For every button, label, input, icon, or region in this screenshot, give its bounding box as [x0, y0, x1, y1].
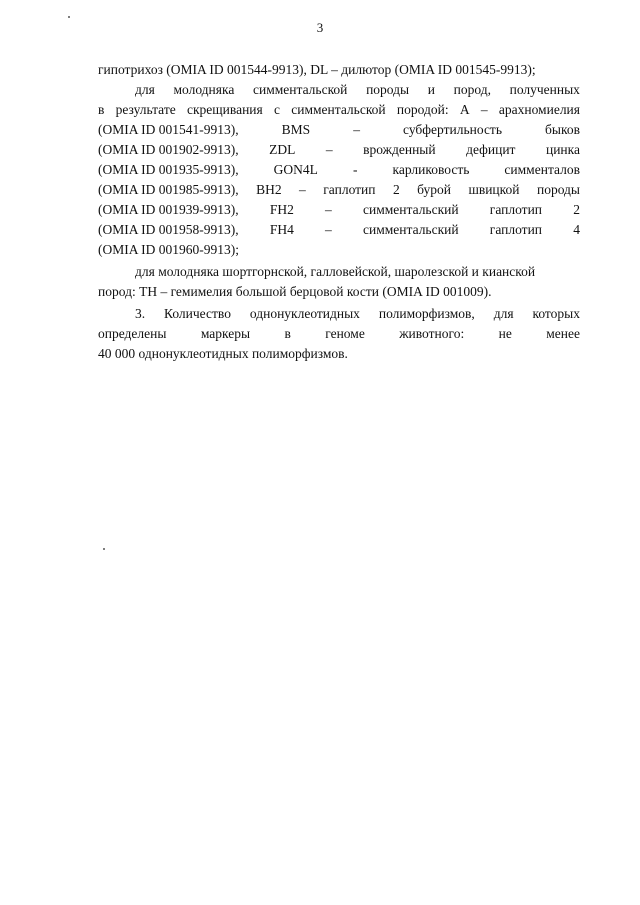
word: симментальский [363, 222, 459, 237]
omia-id: (OMIA ID 001985-9913), [98, 182, 239, 197]
word: BH2 [256, 182, 282, 197]
text-line [98, 304, 580, 324]
word: – [325, 142, 333, 157]
omia-id: (OMIA ID 001541-9913), [98, 122, 239, 137]
omia-id: (OMIA ID 001935-9913), [98, 162, 239, 177]
word: – [299, 182, 306, 197]
word: которых [532, 306, 580, 321]
page-number: 3 [316, 20, 324, 35]
word: и [427, 82, 435, 97]
text-line [98, 100, 580, 120]
word: в [98, 102, 105, 117]
omia-id: (OMIA ID 001939-9913), [98, 202, 239, 217]
word: арахномиелия [498, 102, 580, 117]
word: дефицит [466, 142, 516, 157]
word: швицкой [468, 182, 520, 197]
word: для [493, 306, 514, 321]
item-number: 3. [135, 306, 146, 321]
word: BMS [281, 122, 311, 137]
word: – [480, 102, 488, 117]
word: в [284, 326, 291, 341]
word: однонуклеотидных [249, 306, 360, 321]
word: определены [98, 326, 167, 341]
word: пород, [453, 82, 491, 97]
text-line: (OMIA ID 001960-9913); [98, 242, 239, 257]
scan-speck [103, 548, 105, 550]
word: животного: [399, 326, 465, 341]
text-line [98, 80, 580, 100]
word: врожденный [363, 142, 436, 157]
text-line [98, 220, 580, 240]
word: симментальской [291, 102, 386, 117]
word: – [325, 202, 332, 217]
word: полиморфизмов, [378, 306, 475, 321]
word: А [459, 102, 470, 117]
word: геноме [325, 326, 365, 341]
word: GON4L [273, 162, 318, 177]
word: результате [115, 102, 176, 117]
text-line [98, 324, 580, 344]
word: скрещивания [186, 102, 263, 117]
word: гаплотип [489, 222, 543, 237]
word: субфертильность [403, 122, 502, 137]
text-line: гипотрихоз (OMIA ID 001544-9913), DL – дилютор (OMIA ID 001545-9913); [98, 62, 536, 77]
word: симменталов [504, 162, 580, 177]
word: симментальской [252, 82, 348, 97]
word: 2 [392, 182, 400, 197]
word: цинка [545, 142, 580, 157]
text-line [98, 120, 580, 140]
text-line [98, 200, 580, 220]
word: менее [546, 326, 580, 341]
word: быков [545, 122, 580, 137]
word: гаплотип [489, 202, 543, 217]
word: ZDL [269, 142, 296, 157]
word: породой: [396, 102, 449, 117]
scan-speck [68, 16, 70, 18]
word: бурой [417, 182, 451, 197]
word: - [352, 162, 358, 177]
word: для [135, 82, 155, 97]
text-line: 40 000 однонуклеотидных полиморфизмов. [98, 346, 348, 361]
word: FH2 [269, 202, 294, 217]
word: – [353, 122, 360, 137]
omia-id: (OMIA ID 001902-9913), [98, 142, 239, 157]
word: карликовость [392, 162, 470, 177]
text-line [98, 160, 580, 180]
word: FH4 [269, 222, 294, 237]
word: с [273, 102, 280, 117]
word: полученных [509, 82, 580, 97]
word: маркеры [200, 326, 251, 341]
omia-id: (OMIA ID 001958-9913), [98, 222, 239, 237]
document-body [98, 60, 580, 364]
word: – [325, 222, 332, 237]
word: не [498, 326, 512, 341]
word: породы [536, 182, 580, 197]
word: симментальский [363, 202, 459, 217]
word: Количество [164, 306, 231, 321]
word: 2 [573, 202, 580, 217]
text-line [98, 140, 580, 160]
word: молодняка [173, 82, 235, 97]
word: гаплотип [323, 182, 376, 197]
text-line [98, 180, 580, 200]
text-line: для молодняка шортгорнской, галловейской, шаролезской и кианской [135, 264, 536, 279]
word: 4 [573, 222, 580, 237]
word: породы [366, 82, 410, 97]
text-line: пород: TH – гемимелия большой берцовой кости (OMIA ID 001009). [98, 284, 492, 299]
